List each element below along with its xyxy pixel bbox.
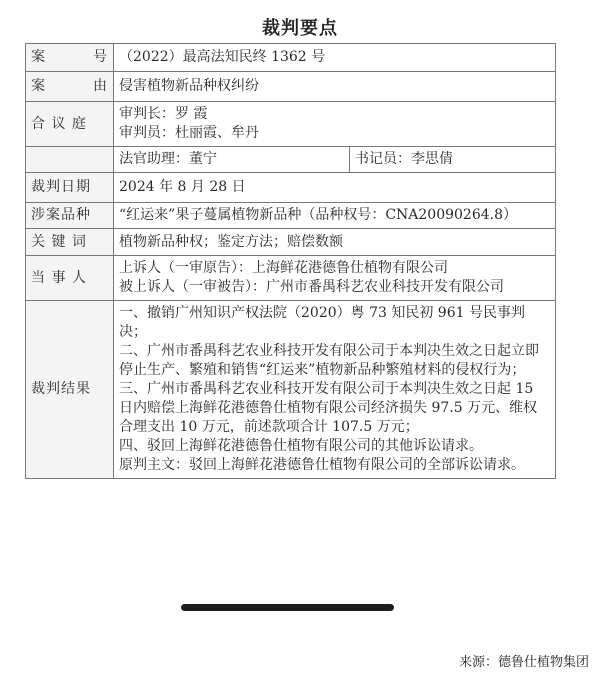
original-judgment: 原判主文：驳回上海鲜花港德鲁仕植物有限公司的全部诉讼请求。 xyxy=(119,457,525,473)
empty-label-cell xyxy=(26,147,114,173)
source-caption: 来源：德鲁仕植物集团 xyxy=(458,655,589,670)
date-label: 裁判日期 xyxy=(26,173,114,203)
case-number-value: （2022）最高法知民终 1362 号 xyxy=(114,44,556,72)
judgment-summary-table xyxy=(25,43,556,479)
result-item: 二、广州市番禺科艺农业科技开发有限公司于本判决生效之日起立即停止生产、繁殖和销售“红运来”植物新品种繁殖材料的侵权行为； xyxy=(119,343,539,378)
panel-label: 合 议 庭 xyxy=(26,102,114,147)
row-keywords xyxy=(26,229,556,256)
panel-members xyxy=(114,102,556,147)
row-cause xyxy=(26,72,556,102)
page-title: 裁判要点 xyxy=(262,18,338,39)
result-item: 一、撤销广州知识产权法院（2020）粤 73 知民初 961 号民事判决； xyxy=(119,305,525,340)
result-label: 裁判结果 xyxy=(26,301,114,479)
result-item: 四、驳回上海鲜花港德鲁仕植物有限公司的其他诉讼请求。 xyxy=(119,438,483,454)
keywords-value: 植物新品种权；鉴定方法；赔偿数额 xyxy=(114,229,556,256)
appellant: 上诉人（一审原告）：上海鲜花港德鲁仕植物有限公司 xyxy=(119,260,448,276)
keywords-label: 关 键 词 xyxy=(26,229,114,256)
presiding-judge: 审判长：罗 霞 xyxy=(119,106,208,122)
row-variety xyxy=(26,203,556,229)
parties-label: 当 事 人 xyxy=(26,256,114,301)
judges: 审判员：杜丽霞、牟丹 xyxy=(119,125,259,141)
row-parties xyxy=(26,256,556,301)
parties-value xyxy=(114,256,556,301)
court-clerk: 书记员：李思倩 xyxy=(350,147,556,173)
variety-value: “红运来”果子蔓属植物新品种（品种权号：CNA20090264.8） xyxy=(114,203,556,229)
appellee: 被上诉人（一审被告）：广州市番禺科艺农业科技开发有限公司 xyxy=(119,279,504,295)
result-value xyxy=(114,301,556,479)
result-item: 三、广州市番禺科艺农业科技开发有限公司于本判决生效之日起 15 日内赔偿上海鲜花港德鲁仕植物有限公司经济损失 97.5 万元、维权合理支出 10 万元，前述款项合计 107.5 万元； xyxy=(119,381,538,435)
cause-value: 侵害植物新品种权纠纷 xyxy=(114,72,556,102)
row-assistant-clerk xyxy=(26,147,556,173)
row-date xyxy=(26,173,556,203)
date-value: 2024 年 8 月 28 日 xyxy=(114,173,556,203)
cause-label: 案 由 xyxy=(26,72,114,102)
judge-assistant: 法官助理：董宁 xyxy=(114,147,350,173)
variety-label: 涉案品种 xyxy=(26,203,114,229)
row-case-number xyxy=(26,44,556,72)
row-panel xyxy=(26,102,556,147)
case-number-label: 案 号 xyxy=(26,44,114,72)
horizontal-scrollbar[interactable] xyxy=(181,604,394,611)
row-result xyxy=(26,301,556,479)
